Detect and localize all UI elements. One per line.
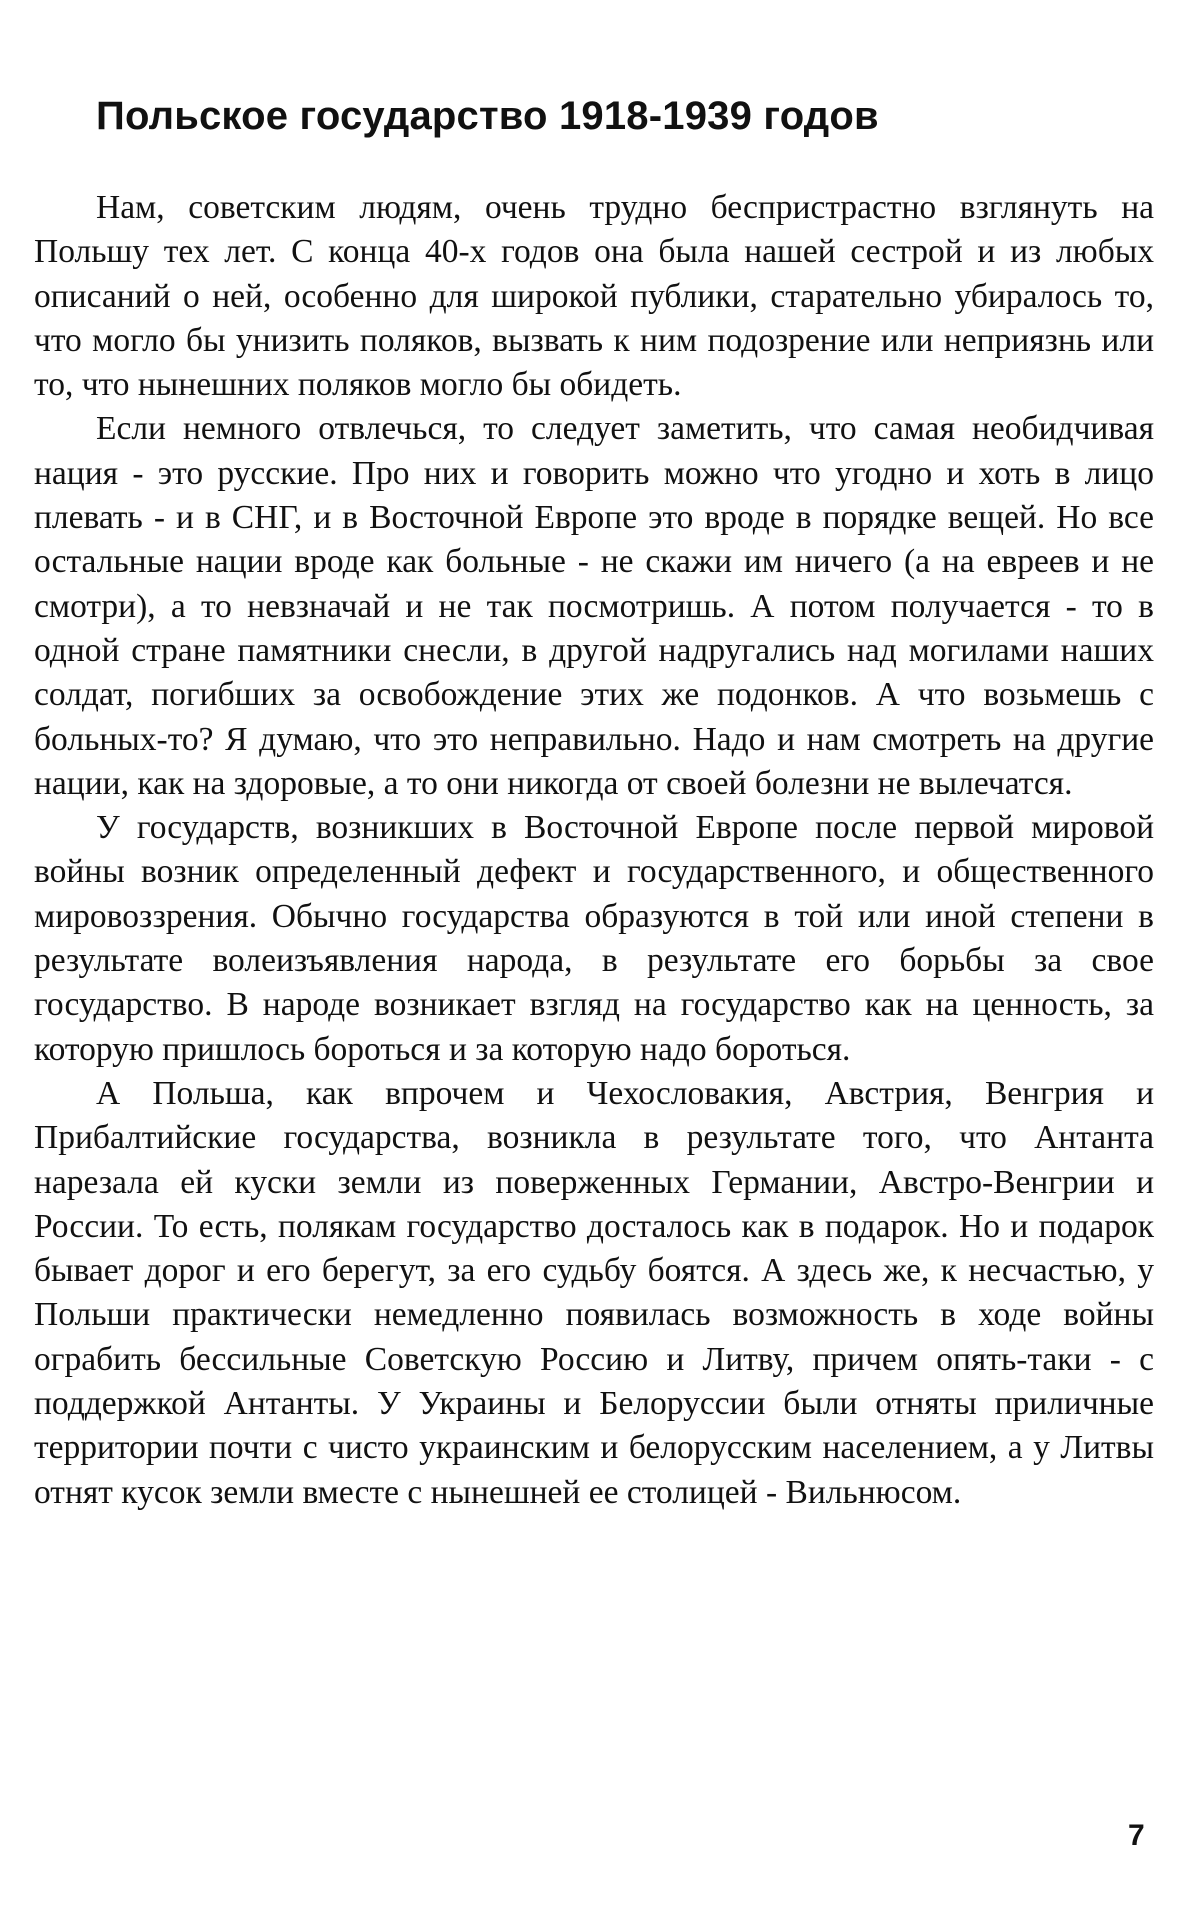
paragraph-3: У государств, возникших в Восточной Европе после первой мировой войны возник определенный дефект и государственного, и общественного мировоззрения. Обычно государства образуются в той или иной степени в результате волеизъявления народа, в результате его борьбы за свое государство. В народе возникает взгляд на государство как на ценность, за которую пришлось бороться и за которую надо бороться.: [34, 809, 1154, 1068]
body-text: [34, 186, 1154, 1515]
page-number: 7: [1128, 1819, 1145, 1852]
paragraph-1: Нам, советским людям, очень трудно беспристрастно взглянуть на Польшу тех лет. С конца 40-х годов она была нашей сестрой и из любых описаний о ней, особенно для широкой публики, старательно убиралось то, что могло бы унизить поляков, вызвать к ним подозрение или неприязнь или то, что нынешних поляков могло бы обидеть.: [34, 189, 1154, 404]
paragraph-2: Если немного отвлечься, то следует заметить, что самая необидчивая нация - это русские. Про них и говорить можно что угодно и хоть в лицо плевать - и в СНГ, и в Восточной Европе это вроде в порядке вещей. Но все остальные нации вроде как больные - не скажи им ничего (а на евреев и не смотри), а то невзначай и не так посмотришь. А потом получается - то в одной стране памятники снесли, в другой надругались над могилами наших солдат, погибших за освобождение этих же подонков. А что возьмешь с больных-то? Я думаю, что это неправильно. Надо и нам смотреть на другие нации, как на здоровые, а то они никогда от своей болезни не вылечатся.: [34, 410, 1154, 802]
paragraph-4: А Польша, как впрочем и Чехословакия, Австрия, Венгрия и Прибалтийские государства, возникла в результате того, что Антанта нарезала ей куски земли из поверженных Германии, Австро-Венгрии и России. То есть, полякам государство досталось как в подарок. Но и подарок бывает дорог и его берегут, за его судьбу боятся. А здесь же, к несчастью, у Польши практически немедленно появилась возможность в ходе войны ограбить бессильные Советскую Россию и Литву, причем опять-таки - с поддержкой Антанты. У Украины и Белоруссии были отняты приличные территории почти с чисто украинским и белорусским населением, а у Литвы отнят кусок земли вместе с нынешней ее столицей - Вильнюсом.: [34, 1074, 1154, 1511]
chapter-title: Польское государство 1918-1939 годов: [96, 94, 879, 138]
